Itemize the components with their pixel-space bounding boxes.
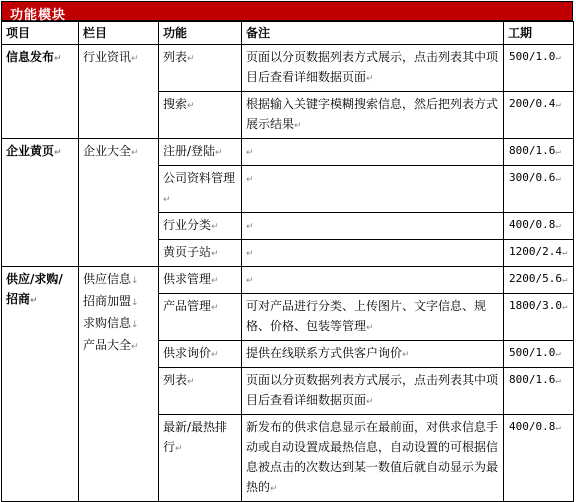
header-note: 备注: [242, 22, 504, 45]
function-cell: 行业分类↵: [159, 213, 242, 240]
note-cell: ↵: [242, 139, 504, 166]
module-title-bar: [1, 1, 573, 21]
function-cell: 黄页子站↵: [159, 240, 242, 267]
column-item: 产品大全↵: [83, 338, 139, 352]
function-cell: 供求管理↵: [159, 267, 242, 294]
period-cell: 2200/5.6↵: [504, 267, 574, 294]
function-cell: 公司资料管理↵: [159, 166, 242, 213]
header-function: 功能: [159, 22, 242, 45]
note-cell: 页面以分页数据列表方式展示，点击列表其中项目后查看详细数据页面↵: [242, 368, 504, 415]
function-cell: 列表↵: [159, 45, 242, 92]
period-cell: 1200/2.4↵: [504, 240, 574, 267]
note-cell: ↵: [242, 240, 504, 267]
header-period: 工期: [504, 22, 574, 45]
note-cell: ↵: [242, 213, 504, 240]
note-cell: ↵: [242, 166, 504, 213]
note-cell: 新发布的供求信息显示在最前面，对供求信息手动或自动设置成最热信息，自动设置的可根据信息被点击的次数达到某一数值后就自动显示为最热的↵: [242, 415, 504, 502]
note-cell: 可对产品进行分类、上传图片、文字信息、规格、价格、包装等管理↵: [242, 294, 504, 341]
function-cell: 供求询价↵: [159, 341, 242, 368]
function-cell: 列表↵: [159, 368, 242, 415]
period-cell: 800/1.6↵: [504, 368, 574, 415]
project-cell: 供应/求购/招商↵: [2, 267, 79, 502]
note-cell: 页面以分页数据列表方式展示，点击列表其中项目后查看详细数据页面↵: [242, 45, 504, 92]
header-project: 项目: [2, 22, 79, 45]
header-column: 栏目: [79, 22, 159, 45]
column-cell: [79, 267, 159, 502]
function-cell: 搜索↵: [159, 92, 242, 139]
column-cell: 企业大全↵: [79, 139, 159, 267]
period-cell: 500/1.0↵: [504, 45, 574, 92]
note-cell: 提供在线联系方式供客户询价↵: [242, 341, 504, 368]
period-cell: 200/0.4↵: [504, 92, 574, 139]
table-header-row: [2, 22, 574, 45]
function-module-table: [1, 21, 574, 502]
period-cell: 1800/3.0↵: [504, 294, 574, 341]
project-cell: 信息发布↵: [2, 45, 79, 139]
period-cell: 800/1.6↵: [504, 139, 574, 166]
period-cell: 400/0.8↵: [504, 213, 574, 240]
module-title: 功能模块: [10, 8, 67, 23]
note-cell: ↵: [242, 267, 504, 294]
column-item: 求购信息↓: [83, 316, 139, 330]
project-cell: 企业黄页↵: [2, 139, 79, 267]
function-cell: 最新/最热排行↵: [159, 415, 242, 502]
period-cell: 400/0.8↵: [504, 415, 574, 502]
column-cell: 行业资讯↵: [79, 45, 159, 139]
note-cell: 根据输入关键字模糊搜索信息，然后把列表方式展示结果↵: [242, 92, 504, 139]
function-cell: 产品管理↵: [159, 294, 242, 341]
column-item: 招商加盟↓: [83, 294, 139, 308]
table-row: [2, 45, 574, 92]
table-row: [2, 267, 574, 294]
function-cell: 注册/登陆↵: [159, 139, 242, 166]
period-cell: 500/1.0↵: [504, 341, 574, 368]
table-row: [2, 139, 574, 166]
period-cell: 300/0.6↵: [504, 166, 574, 213]
column-item: 供应信息↓: [83, 272, 139, 286]
